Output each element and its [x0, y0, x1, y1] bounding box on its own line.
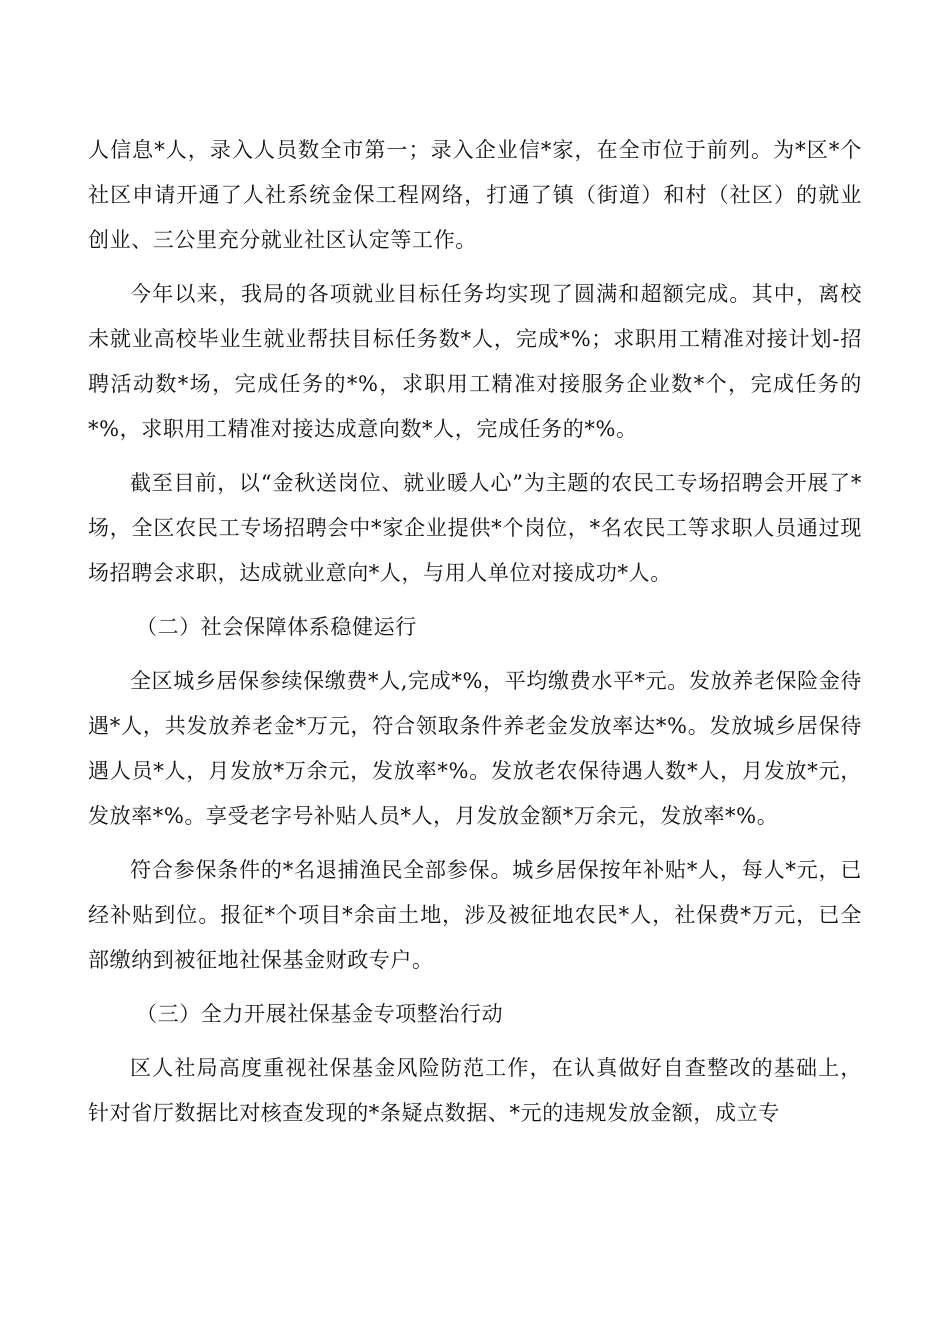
section-heading-fund-rectification: （三）全力开展社保基金专项整治行动	[136, 1002, 504, 1026]
paragraph-job-fair: 截至目前，以“金秋送岗位、就业暖人心”为主题的农民工专场招聘会开展了*场，全区农民工专场招聘会中*家企业提供*个岗位，*名农民工等求职人员通过现场招聘会求职，达成就业意向*人，与用人单位对接成功*人。	[88, 471, 862, 585]
paragraph-employment-targets: 今年以来，我局的各项就业目标任务均实现了圆满和超额完成。其中，离校未就业高校毕业生就业帮扶目标任务数*人，完成*%；求职用工精准对接计划-招聘活动数*场，完成任务的*%，求职用工精准对接服务企业数*个，完成任务的*%，求职用工精准对接达成意向数*人，完成任务的*%。	[88, 282, 862, 441]
document-body	[88, 128, 862, 1136]
paragraph-fishermen-insurance: 符合参保条件的*名退捕渔民全部参保。城乡居保按年补贴*人，每人*元，已经补贴到位。报征*个项目*余亩土地，涉及被征地农民*人，社保费*万元，已全部缴纳到被征地社保基金财政专户。	[88, 858, 862, 972]
paragraph-continuation: 人信息*人，录入人员数全市第一；录入企业信*家，在全市位于前列。为*区*个社区申请开通了人社系统金保工程网络，打通了镇（街道）和村（社区）的就业创业、三公里充分就业社区认定等工作。	[88, 138, 862, 252]
section-heading-social-security: （二）社会保障体系稳健运行	[136, 615, 417, 639]
paragraph-pension-payments: 全区城乡居保参续保缴费*人,完成*%，平均缴费水平*元。发放养老保险金待遇*人，共发放养老金*万元，符合领取条件养老金发放率达*%。发放城乡居保待遇人员*人，月发放*万余元，发放率*%。发放老农保待遇人数*人，月发放*元，发放率*%。享受老字号补贴人员*人，月发放金额*万余元，发放率*%。	[88, 669, 862, 828]
paragraph-fund-risk: 区人社局高度重视社保基金风险防范工作，在认真做好自查整改的基础上，针对省厅数据比对核查发现的*条疑点数据、*元的违规发放金额，成立专	[88, 1056, 862, 1125]
